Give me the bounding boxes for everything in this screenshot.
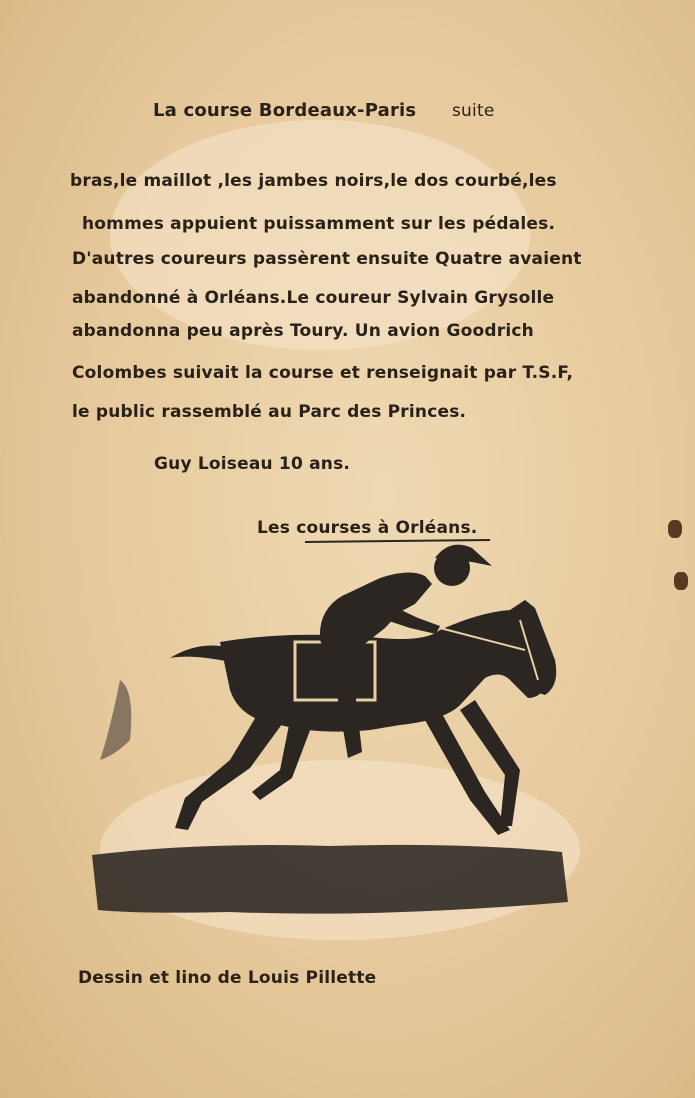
tail-smudge bbox=[100, 680, 131, 760]
horse-leg-back bbox=[175, 710, 285, 830]
article-line: D'autres coureurs passèrent ensuite Quatre avaient bbox=[72, 249, 582, 269]
title-underline bbox=[305, 540, 490, 542]
horse-leg-front bbox=[425, 710, 510, 835]
article-signature: Guy Loiseau 10 ans. bbox=[154, 454, 351, 474]
paper-stain bbox=[110, 120, 530, 350]
article-title: La course Bordeaux-Paris bbox=[153, 100, 417, 121]
article-line: bras,le maillot ,les jambes noirs,le dos courbé,les bbox=[70, 171, 557, 191]
article-continuation: suite bbox=[452, 101, 495, 121]
edge-stain bbox=[668, 520, 682, 538]
article-line: Colombes suivait la course et renseignait par T.S.F, bbox=[72, 363, 574, 383]
horse-rider-linocut bbox=[80, 530, 580, 950]
illustration-credit: Dessin et lino de Louis Pillette bbox=[78, 968, 377, 988]
article-line: abandonné à Orléans.Le coureur Sylvain Grysolle bbox=[72, 288, 555, 308]
article-line: abandonna peu après Toury. Un avion Goodrich bbox=[72, 321, 534, 341]
article-line: le public rassemblé au Parc des Princes. bbox=[72, 402, 467, 422]
edge-stain bbox=[674, 572, 688, 590]
ground-patch bbox=[92, 845, 568, 914]
article-line: hommes appuient puissamment sur les pédales. bbox=[82, 214, 556, 234]
horse-body bbox=[220, 610, 550, 732]
horse-tail bbox=[170, 646, 230, 662]
illustration-title: Les courses à Orléans. bbox=[257, 518, 478, 538]
